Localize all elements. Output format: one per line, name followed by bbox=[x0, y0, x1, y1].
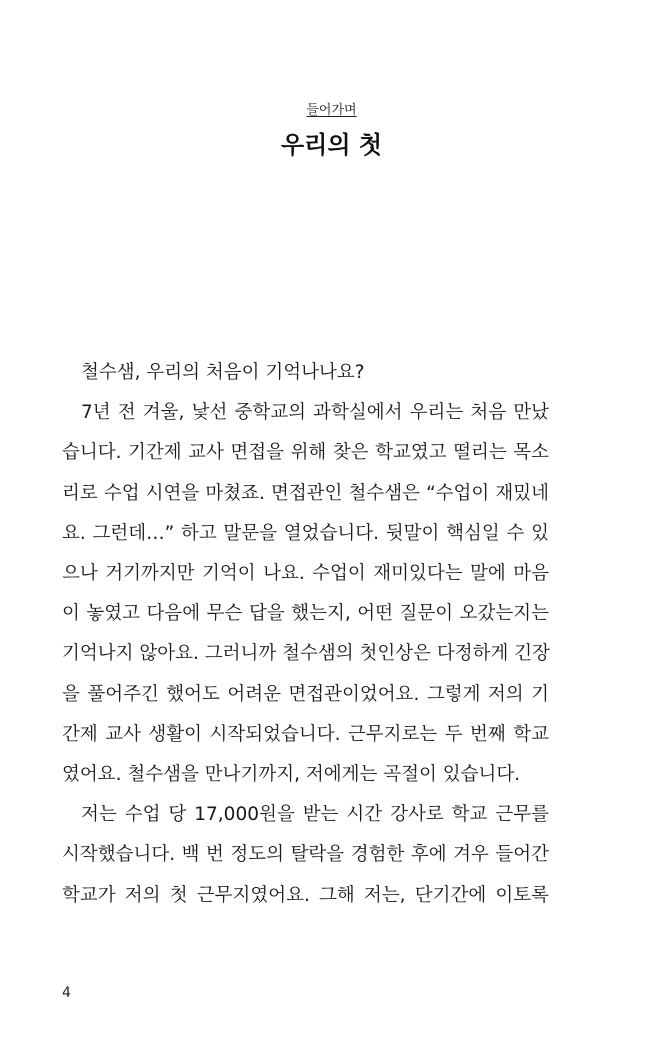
paragraph-1 bbox=[62, 353, 549, 393]
body-text bbox=[62, 353, 549, 916]
text-line: 요. 그런데…” 하고 말문을 열었습니다. 뒷말이 핵심일 수 있 bbox=[62, 522, 549, 544]
text-line: 였어요. 철수샘을 만나기까지, 저에게는 곡절이 있습니다. bbox=[62, 764, 521, 786]
text-line: 철수샘, 우리의 처음이 기억나나요? bbox=[81, 362, 365, 383]
text-line: 시작했습니다. 백 번 정도의 탈락을 경험한 후에 겨우 들어간 bbox=[62, 844, 549, 866]
text-line: 으나 거기까지만 기억이 나요. 수업이 재미있다는 말에 마음 bbox=[62, 563, 549, 585]
paragraph-2 bbox=[62, 393, 549, 795]
text-line: 간제 교사 생활이 시작되었습니다. 근무지로는 두 번째 학교 bbox=[62, 723, 549, 745]
text-line: 학교가 저의 첫 근무지였어요. 그해 저는, 단기간에 이토록 bbox=[62, 884, 549, 906]
text-line: 습니다. 기간제 교사 면접을 위해 찾은 학교였고 떨리는 목소 bbox=[62, 442, 549, 464]
paragraph-3 bbox=[62, 795, 549, 916]
page-number: 4 bbox=[62, 985, 71, 1001]
text-line: 을 풀어주긴 했어도 어려운 면접관이었어요. 그렇게 저의 기 bbox=[62, 683, 549, 705]
text-line: 기억나지 않아요. 그러니까 철수샘의 첫인상은 다정하게 긴장 bbox=[62, 643, 550, 665]
text-line: 7년 전 겨울, 낯선 중학교의 과학실에서 우리는 처음 만났 bbox=[81, 402, 549, 424]
chapter-label: 들어가며 bbox=[306, 103, 357, 118]
chapter-title: 우리의 첫 bbox=[280, 131, 383, 159]
text-line: 리로 수업 시연을 마쳤죠. 면접관인 철수샘은 “수업이 재밌네 bbox=[62, 482, 549, 504]
text-line: 저는 수업 당 17,000원을 받는 시간 강사로 학교 근무를 bbox=[81, 804, 549, 826]
text-line: 이 놓였고 다음에 무슨 답을 했는지, 어떤 질문이 오갔는지는 bbox=[62, 603, 549, 625]
